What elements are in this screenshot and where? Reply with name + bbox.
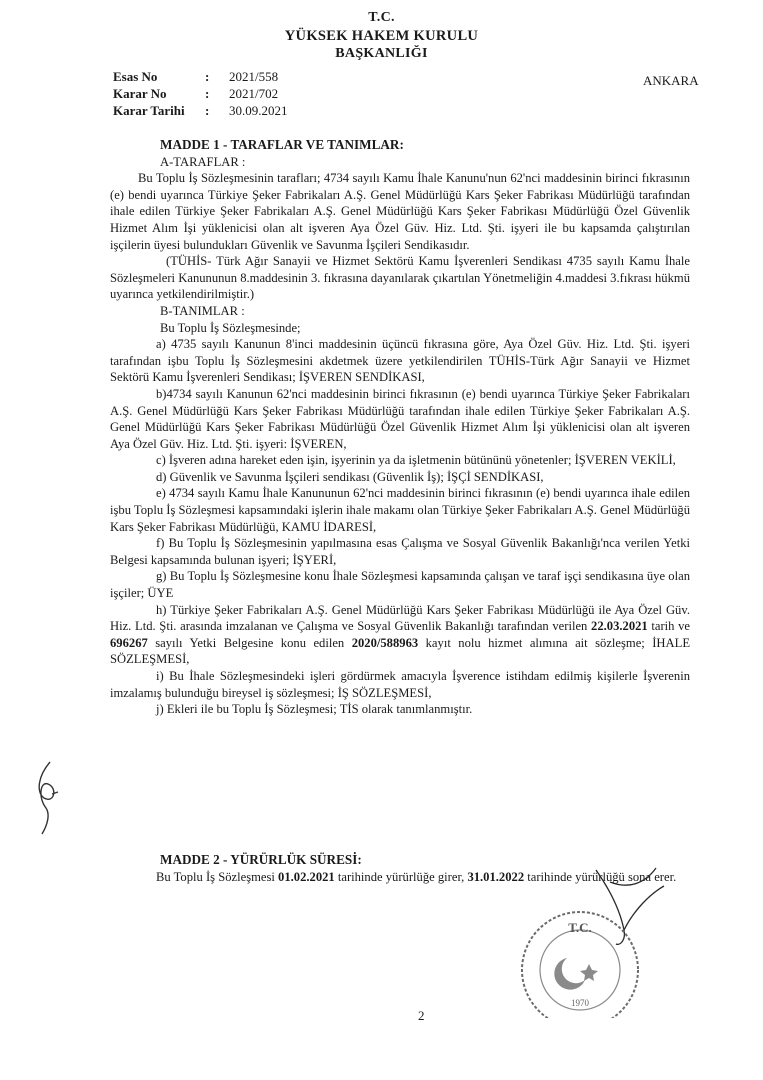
definition-a: a) 4735 sayılı Kanunun 8'inci maddesinin üçüncü fıkrasına göre, Aya Özel Güv. Hiz. Ltd. Şti. işyeri tarafından işbu Toplu İş Sözleşmesini akdetmek üzere yetkilendirilen TÜHİS-Türk Ağır Sanayii ve Hizmet Sektörü Kamu İşverenleri Sendikası; İŞVEREN SENDİKASI,	[110, 337, 690, 385]
article-2-part1: Bu Toplu İş Sözleşmesi	[156, 869, 279, 884]
margin-initial-signature	[28, 758, 68, 838]
article-1-heading: MADDE 1 - TARAFLAR VE TANIMLAR:	[160, 137, 404, 152]
start-date: 01.02.2021	[278, 869, 335, 884]
definition-h-part1: h) Türkiye Şeker Fabrikaları A.Ş. Genel Müdürlüğü Kars Şeker Fabrikası Müdürlüğü ile Aya Özel Güv. Hiz. Ltd. Şti. arasında imzalanan ve Çalışma ve Sosyal Güvenlik Bakanlığı tarafından verilen	[110, 602, 690, 634]
definition-i: i) Bu İhale Sözleşmesindeki işleri gördürmek amacıyla İşverence istihdam edilmiş kişilerle İşverenin imzalamış bulunduğu bireysel iş sözleşmesi; İŞ SÖZLEŞMESİ,	[110, 669, 690, 700]
tarih-row	[113, 102, 288, 119]
definition-g: g) Bu Toplu İş Sözleşmesine konu İhale Sözleşmesi kapsamında çalışan ve taraf işçi sendikasına üye olan işçiler; ÜYE	[110, 569, 690, 601]
section-b-heading: B-TANIMLAR :	[160, 303, 245, 318]
seal-year: 1970	[571, 998, 589, 1008]
definition-e: e) 4734 sayılı Kamu İhale Kanununun 62'nci maddesinin birinci fıkrasının (e) bendi uyarınca ihale edilen işbu Toplu İş Sözleşmesi kapsamındaki işlerin ihale makamı olan Türkiye Şeker Fabrikaları A.Ş. Genel Müdürlüğü Kars Şeker Fabrikası Müdürlüğü, KAMU İDARESİ,	[110, 486, 690, 534]
end-date: 31.01.2022	[467, 869, 525, 884]
definition-h-part3: sayılı Yetki Belgesine konu edilen	[147, 635, 352, 650]
seal-top-text: T.C.	[568, 920, 592, 935]
esas-row	[113, 68, 288, 85]
karar-colon: :	[205, 86, 210, 101]
definition-h-number: 696267	[110, 635, 148, 650]
definition-f: f) Bu Toplu İş Sözleşmesinin yapılmasına esas Çalışma ve Sosyal Güvenlik Bakanlığı'nca verilen Yetki Belgesi kapsamında bulunan işyeri; İŞYERİ,	[110, 536, 690, 567]
case-metadata	[113, 68, 288, 119]
definition-h-date: 22.03.2021	[591, 619, 648, 634]
definition-j: j) Ekleri ile bu Toplu İş Sözleşmesi; TİS olarak tanımlanmıştır.	[156, 702, 473, 717]
section-a-heading: A-TARAFLAR :	[160, 154, 246, 169]
definition-h-part4: kayıt nolu hizmet alımına ait sözleşme; İHALE SÖZLEŞMESİ,	[110, 635, 691, 667]
tarih-label: Karar Tarihi	[113, 103, 185, 118]
header-institution: YÜKSEK HAKEM KURULU	[284, 28, 479, 44]
official-seal	[505, 908, 665, 1018]
article-2-part3: tarihinde yürürlüğü sona erer.	[524, 869, 677, 884]
definition-b: b)4734 sayılı Kanunun 62'nci maddesinin birinci fıkrasının (e) bendi uyarınca Türkiye Şeker Fabrikaları A.Ş. Genel Müdürlüğü Kars Şeker Fabrikası Müdürlüğü tarafından ihale edilen Türkiye Şeker Fabrikaları A.Ş. Genel Müdürlüğü Kars Şeker Fabrikası Müdürlüğü Özel Güvenlik Hizmet Alım İşi yüklenicisi olan alt işveren Aya Özel Güv. Hiz. Ltd. Şti. işyeri: İŞVEREN,	[110, 386, 690, 451]
header-presidency: BAŞKANLIĞI	[335, 46, 428, 61]
definition-d: d) Güvenlik ve Savunma İşçileri sendikası (Güvenlik İş); İŞÇİ SENDİKASI,	[156, 469, 544, 484]
definition-h-registration: 2020/588963	[351, 635, 419, 650]
karar-row	[113, 85, 288, 102]
header-tc: T.C.	[368, 10, 395, 25]
section-a-paragraph-2: (TÜHİS- Türk Ağır Sanayii ve Hizmet Sektörü Kamu İşverenleri Sendikası 4735 sayılı Kamu İhale Sözleşmeleri Kanununun 8.maddesinin 3. fıkrasına dayanılarak çıkartılan Yönetmeliğin 4.maddesi 3.fıkrası hükmü uyarınca yetkilendirilmiştir.)	[110, 254, 690, 302]
esas-label: Esas No	[113, 69, 158, 84]
definition-c: c) İşveren adına hareket eden işin, işyerinin ya da işletmenin bütününü yönetenler; İŞVEREN VEKİLİ,	[156, 453, 676, 468]
definition-h	[110, 602, 690, 668]
city-label: ANKARA	[643, 73, 699, 88]
section-a-paragraph-1: Bu Toplu İş Sözleşmesinin tarafları; 4734 sayılı Kamu İhale Kanunu'nun 62'nci maddesinin birinci fıkrasının (e) bendi uyarınca Türkiye Şeker Fabrikaları A.Ş. Genel Müdürlüğü Kars Şeker Fabrikası Müdürlüğü tarafından ihale edilen Türkiye Şeker Fabrikaları A.Ş. Genel Müdürlüğü Kars Şeker Fabrikası Müdürlüğü Özel Güvenlik Hizmet Alım İşi yüklenicisi olan alt işveren Aya Özel Güv. Hiz. Ltd. Şti. işyeri ile bu kapsamda çalıştırılan işçilerin üyesi bulundukları Güvenlik ve Savunma İşçileri Sendikasıdır.	[110, 171, 690, 252]
esas-colon: :	[205, 69, 210, 84]
page-number: 2	[418, 1008, 425, 1023]
esas-value: 2021/558	[229, 69, 279, 84]
tarih-colon: :	[205, 103, 210, 118]
article-2-part2: tarihinde yürürlüğe girer,	[334, 869, 468, 884]
article-1	[110, 137, 690, 718]
section-b-intro: Bu Toplu İş Sözleşmesinde;	[160, 320, 301, 335]
karar-label: Karar No	[113, 86, 167, 101]
karar-value: 2021/702	[229, 86, 279, 101]
definition-h-part2: tarih ve	[647, 619, 691, 634]
article-2-heading: MADDE 2 - YÜRÜRLÜK SÜRESİ:	[160, 852, 362, 867]
tarih-value: 30.09.2021	[229, 103, 288, 118]
